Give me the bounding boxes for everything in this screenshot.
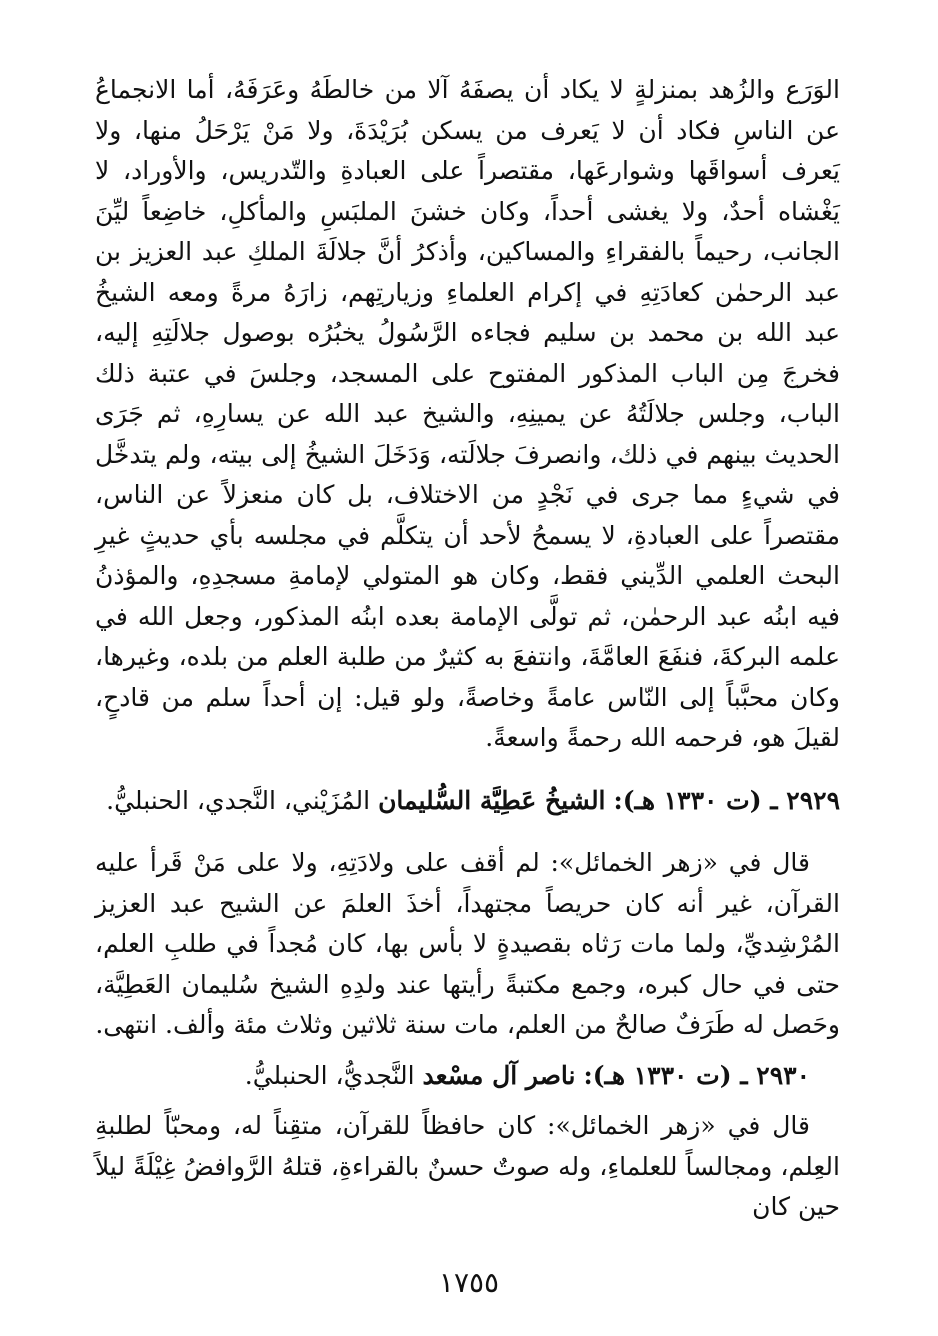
entry-heading-2930 bbox=[95, 1056, 840, 1097]
entry-number: ٢٩٣٠ ـ (ت ١٣٣٠ هـ): bbox=[583, 1060, 810, 1090]
entry-heading-2929 bbox=[95, 781, 840, 822]
page-number: ١٧٥٥ bbox=[438, 1266, 500, 1299]
entry-body-2930: قال في «زهر الخمائل»: كان حافظاً للقرآن، متقِناً له، ومحبّاً لطلبةِ العِلم، ومجالساً للعلماءِ، وله صوتٌ حسنٌ بالقراءةِ، قتلهُ الرَّوافضُ غِيْلَةً ليلاً حين كان bbox=[95, 1111, 840, 1221]
entry-nisba: النَّجديُّ، الحنبليُّ. bbox=[244, 1060, 423, 1090]
entry-name: ناصر آل مسْعد bbox=[422, 1060, 576, 1090]
entry-number: ٢٩٢٩ ـ (ت ١٣٣٠ هـ): bbox=[613, 785, 840, 815]
entry-name: الشيخُ عَطِيَّة السُّليمان bbox=[378, 785, 606, 815]
document-page bbox=[95, 70, 840, 1310]
entry-nisba: المُزَيْني، النَّجدي، الحنبليُّ. bbox=[106, 785, 379, 815]
entry-body-2929: قال في «زهر الخمائل»: لم أقف على ولادَتِهِ، ولا على مَنْ قَرأ عليه القرآن، غير أنه كان حريصاً مجتهداً، أخذَ العلمَ عن الشيح عبد العزيز المُرْشِديِّ، ولما مات رَثاه بقصيدةٍ لا بأس بها، كان مُجداً في طلبِ العلم، حتى في حال كبره، وجمع مكتبةً رأيتها عند ولدِهِ الشيخ سُليمان العَطِيَّة، وحَصل له طَرَفٌ صالحٌ من العلم، مات سنة ثلاثين وثلاث مئة وألف. انتهى. bbox=[95, 848, 840, 1039]
body-paragraph: الوَرَع والزُهد بمنزلةٍ لا يكاد أن يصفَهُ آلا من خالطَهُ وعَرَفَهُ، أما الانجماعُ عن الناسِ فكاد أن لا يَعرف من يسكن بُرَيْدَةَ، ولا مَنْ يَرْحَلُ منها، ولا يَعرف أسواقَها وشوارعَها، مقتصراً على العبادةِ والتّدريس، والأوراد، لا يَغْشاه أحدٌ، ولا يغشى أحداً، وكان خشنَ الملبَسِ والمأكلِ، خاضِعاً ليِّنَ الجانب، رحيماً بالفقراءِ والمساكين، وأذكرُ أنَّ جلالَةَ الملكِ عبد العزيز بن عبد الرحمٰن كعادَتِهِ في إكرام العلماءِ وزيارتِهم، زارَهُ مرةً ومعه الشيخُ عبد الله بن محمد بن سليم فجاءه الرَّسُولُ يخبُرُه بوصول جلالَتِهِ إليه، فخرجَ مِن الباب المذكور المفتوح على المسجد، وجلسَ في عتبة ذلك الباب، وجلس جلالَتُهُ عن يمينِهِ، والشيخ عبد الله عن يسارِهِ، ثم جَرَى الحديث بينهم في ذلك، وانصرفَ جلالَته، وَدَخَلَ الشيخُ إلى بيته، ولم يتدخَّل في شيءٍ مما جرى في نَجْدٍ من الاختلاف، بل كان منعزلاً عن الناس، مقتصراً على العبادةِ، لا يسمحُ لأحد أن يتكلَّم في مجلسه بأي حديثٍ غيرِ البحث العلمي الدِّيني فقط، وكان هو المتولي لإمامةِ مسجدِهِ، والمؤذنُ فيه ابنُه عبد الرحمٰن، ثم تولَّى الإمامة بعده ابنُه المذكور، وجعل الله في علمه البركةَ، فنفَعَ العامَّةَ، وانتفعَ به كثيرٌ من طلبة العلم من بلده، وغيرها، وكان محبَّباً إلى النّاس عامةً وخاصةً، ولو قيل: إن أحداً سلم من قادحٍ، لقيلَ هو، فرحمه الله رحمةً واسعةً. bbox=[95, 75, 840, 752]
